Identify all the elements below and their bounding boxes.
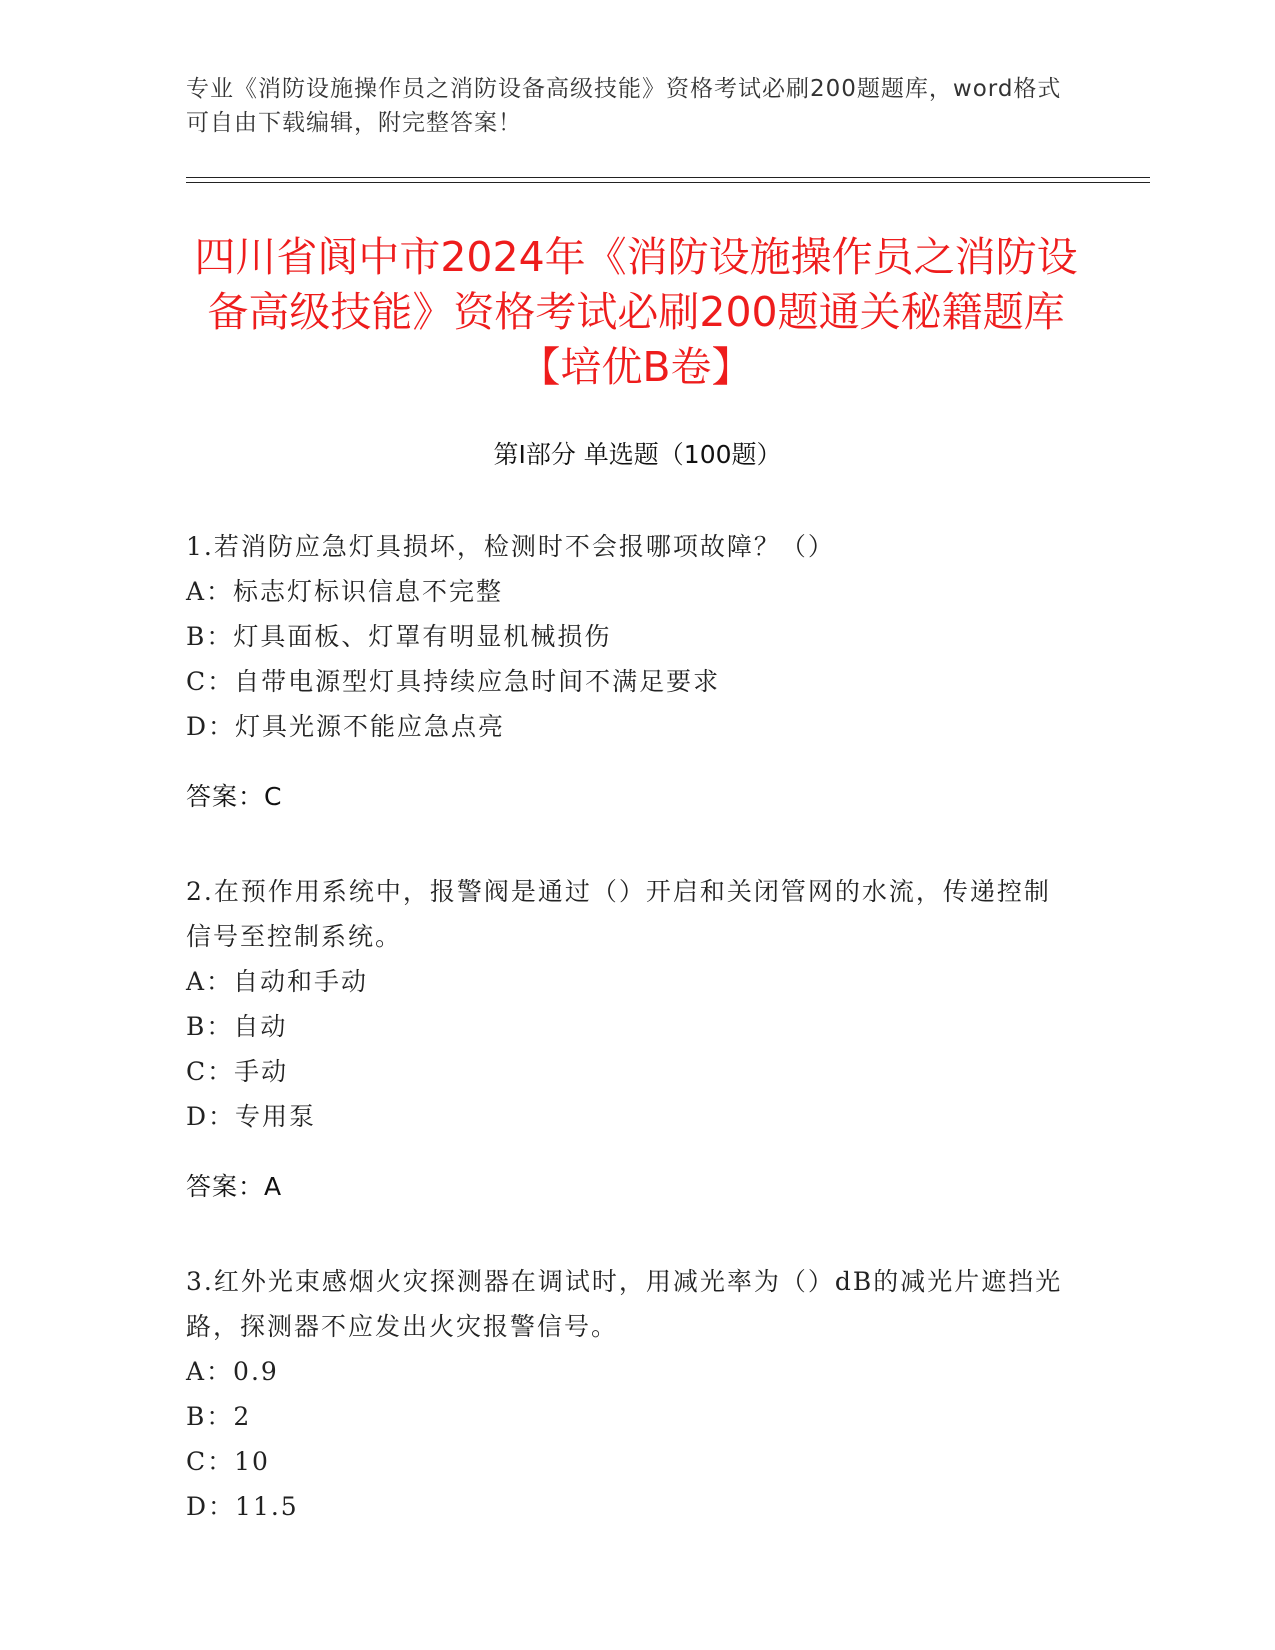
option-d: D：11.5: [186, 1492, 299, 1521]
header-rule-top: [186, 177, 1150, 178]
question-2: [186, 869, 1066, 1209]
option-c: C：10: [186, 1447, 270, 1476]
option-a: A：0.9: [186, 1357, 279, 1386]
option-a: A：标志灯标识信息不完整: [186, 577, 504, 606]
option-c: C：自带电源型灯具持续应急时间不满足要求: [186, 667, 721, 696]
answer-text: 答案：A: [186, 1172, 283, 1201]
option-d: D：灯具光源不能应急点亮: [186, 712, 506, 741]
question-stem: 3.红外光束感烟火灾探测器在调试时，用减光率为（）dB的减光片遮挡光路，探测器不应发出火灾报警信号。: [186, 1267, 1063, 1341]
question-stem: 1.若消防应急灯具损坏，检测时不会报哪项故障？（）: [186, 532, 835, 561]
option-b: B：自动: [186, 1012, 288, 1041]
document-title: 四川省阆中市2024年《消防设施操作员之消防设备高级技能》资格考试必刷200题通关秘籍题库【培优B卷】: [194, 233, 1078, 391]
question-stem: 2.在预作用系统中，报警阀是通过（）开启和关闭管网的水流，传递控制信号至控制系统。: [186, 877, 1051, 951]
answer-text: 答案：C: [186, 782, 283, 811]
option-d: D：专用泵: [186, 1102, 317, 1131]
option-a: A：自动和手动: [186, 967, 369, 996]
option-b: B：2: [186, 1402, 252, 1431]
question-1: [186, 524, 1066, 819]
option-b: B：灯具面板、灯罩有明显机械损伤: [186, 622, 612, 651]
header-rule-bottom: [186, 182, 1150, 183]
option-c: C：手动: [186, 1057, 289, 1086]
section-heading: 第I部分 单选题（100题）: [493, 440, 782, 469]
question-list: [186, 524, 1066, 1579]
question-3: [186, 1259, 1066, 1529]
header-note: 专业《消防设施操作员之消防设备高级技能》资格考试必刷200题题库，word格式可自由下载编辑，附完整答案！: [186, 76, 1062, 136]
